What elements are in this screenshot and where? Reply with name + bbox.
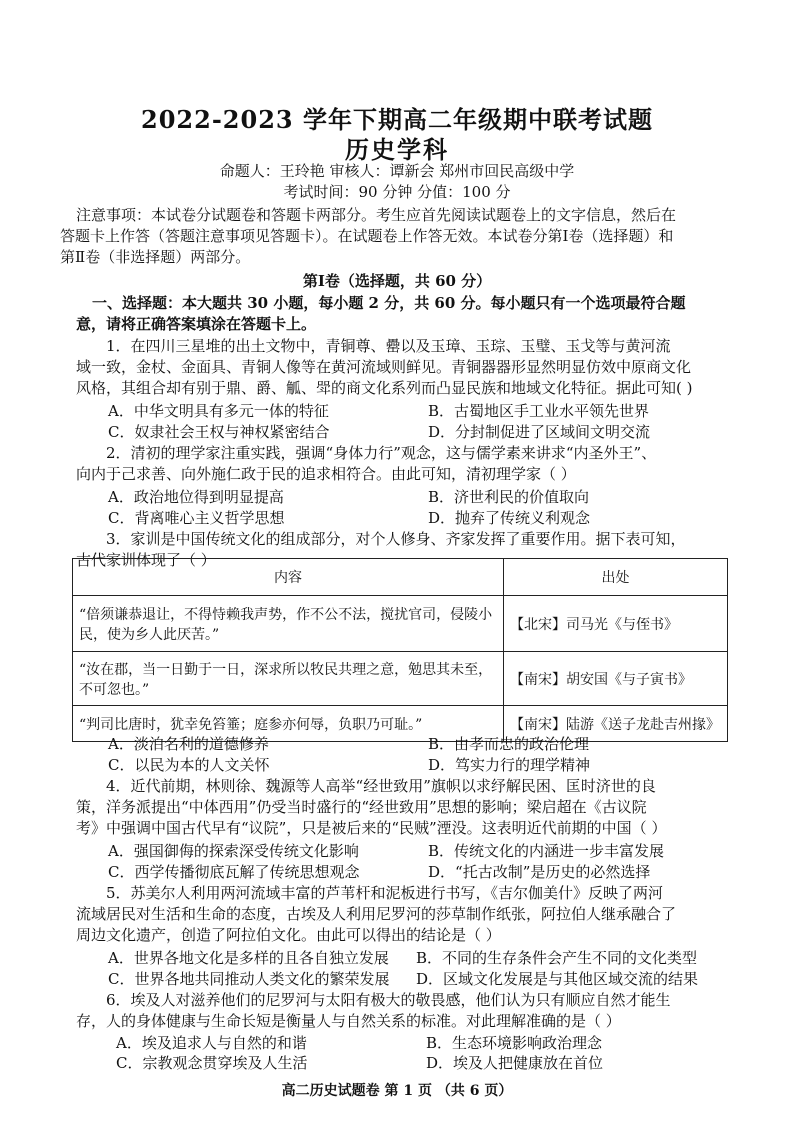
time-score-line: 考试时间：90 分钟 分值：100 分 (283, 183, 511, 201)
table-header-row (73, 559, 728, 596)
q5-option-c: C．世界各地共同推动人类文化的繁荣发展 (108, 970, 390, 988)
exam-title: 2022-2023 学年下期高二年级期中联考试题 (141, 105, 653, 134)
q3-stem-2: 古代家训体现了（ ） (76, 551, 216, 569)
q5-stem-2: 流域居民对生活和生命的态度，古埃及人利用尼罗河的莎草制作纸张，阿拉伯人继承融合了 (76, 905, 677, 923)
table-row (73, 652, 728, 706)
q2-option-a: A．政治地位得到明显提高 (108, 488, 284, 506)
table-header-content: 内容 (73, 559, 504, 596)
q4-option-a: A．强国御侮的探索深受传统文化影响 (108, 842, 359, 860)
q2-stem-1: 2．清初的理学家注重实践，强调“身体力行”观念，这与儒学素来讲求“内圣外王”、 (106, 444, 657, 462)
q2-option-b: B．济世利民的价值取向 (428, 488, 590, 506)
notice-line-2: 答题卡上作答（答题注意事项见答题卡）。在试题卷上作答无效。本试卷分第Ⅰ卷（选择题）和 (60, 227, 674, 245)
author-line: 命题人：王玲艳 审核人：谭新会 郑州市回民高级中学 (219, 162, 575, 180)
q6-stem-2: 存，人的身体健康与生命长短是衡量人与自然关系的标准。对此理解准确的是（ ） (76, 1012, 621, 1030)
q4-option-d: D．“托古改制”是历史的必然选择 (428, 863, 651, 881)
q5-stem-1: 5．苏美尔人利用两河流域丰富的芦苇杆和泥板进行书写，《吉尔伽美什》反映了两河 (106, 884, 664, 902)
table-cell-source: 【南宋】陆游《送子龙赴吉州掾》 (504, 706, 728, 742)
q2-option-d: D．抛弃了传统义利观念 (428, 509, 591, 527)
q1-option-d: D．分封制促进了区域间文明交流 (428, 423, 651, 441)
q1-stem-3: 风格，其组合却有别于鼎、爵、觚、斝的商文化系列而凸显民族和地域文化特征。据此可知( ) (76, 379, 693, 397)
q4-stem-2: 策，洋务派提出“中体西用”仍受当时盛行的“经世致用”思想的影响；梁启超在《古议院 (76, 798, 647, 816)
subject-title: 历史学科 (345, 135, 449, 164)
q2-option-c: C．背离唯心主义哲学思想 (108, 509, 285, 527)
table-cell-source: 【南宋】胡安国《与子寅书》 (504, 652, 728, 706)
table-cell-content: “判司比唐时，犹幸免笞箠；庭参亦何辱，负职乃可耻。” (73, 706, 504, 742)
q1-stem-1: 1．在四川三星堆的出土文物中，青铜尊、罍以及玉璋、玉琮、玉璧、玉戈等与黄河流 (106, 337, 671, 355)
q6-option-b: B．生态环境影响政治理念 (426, 1034, 603, 1052)
q1-option-b: B．古蜀地区手工业水平领先世界 (428, 402, 650, 420)
q6-option-a: A．埃及追求人与自然的和谐 (116, 1034, 307, 1052)
section-instruction-1: 一、选择题：本大题共 30 小题，每小题 2 分，共 60 分。每小题只有一个选项最符合题 (92, 294, 686, 312)
q5-option-d: D．区域文化发展是与其他区域交流的结果 (416, 970, 699, 988)
q5-option-a: A．世界各地文化是多样的且各自独立发展 (108, 949, 389, 967)
q3-option-c: C．以民为本的人文关怀 (108, 756, 270, 774)
q1-stem-2: 域一致，金杖、金面具、青铜人像等在黄河流域则鲜见。青铜器器形显然明显仿效中原商文化 (76, 358, 692, 376)
table-header-source: 出处 (504, 559, 728, 596)
q1-option-c: C．奴隶社会王权与神权紧密结合 (108, 423, 330, 441)
table-cell-content: “汝在郡，当一日勤于一日，深求所以牧民共理之意，勉思其未至，不可忽也。” (73, 652, 504, 706)
q4-stem-1: 4．近代前期，林则徐、魏源等人高举“经世致用”旗帜以求纾解民困、匡时济世的良 (106, 777, 656, 795)
section-heading: 第Ⅰ卷（选择题，共 60 分） (302, 272, 492, 290)
q3-option-d: D．笃实力行的理学精神 (428, 756, 591, 774)
table-cell-source: 【北宋】司马光《与侄书》 (504, 596, 728, 652)
q2-stem-2: 向内于己求善、向外施仁政于民的追求相符合。由此可知，清初理学家（ ） (76, 465, 576, 483)
q4-option-c: C．西学传播彻底瓦解了传统思想观念 (108, 863, 360, 881)
q6-option-c: C．宗教观念贯穿埃及人生活 (116, 1054, 308, 1072)
page-footer: 高二历史试题卷 第 1 页 （共 6 页） (281, 1083, 513, 1099)
q1-option-a: A．中华文明具有多元一体的特征 (108, 402, 329, 420)
q5-stem-3: 周边文化遗产，创造了阿拉伯文化。由此可以得出的结论是（ ） (76, 926, 501, 944)
notice-line-3: 第Ⅱ卷（非选择题）两部分。 (60, 248, 251, 266)
q6-stem-1: 6．埃及人对滋养他们的尼罗河与太阳有极大的敬畏感，他们认为只有顺应自然才能生 (106, 991, 671, 1009)
q5-option-b: B．不同的生存条件会产生不同的文化类型 (416, 949, 698, 967)
q4-option-b: B．传统文化的内涵进一步丰富发展 (428, 842, 665, 860)
q4-stem-3: 考》中强调中国古代早有“议院”，只是被后来的“民贼”湮没。这表明近代前期的中国（ ） (76, 819, 667, 837)
q6-option-d: D．埃及人把健康放在首位 (426, 1054, 604, 1072)
q3-option-b: B．由孝而忠的政治伦理 (428, 735, 590, 753)
q3-stem-1: 3．家训是中国传统文化的组成部分，对个人修身、齐家发挥了重要作用。据下表可知， (106, 530, 686, 548)
notice-line-1: 注意事项：本试卷分试题卷和答题卡两部分。考生应首先阅读试题卷上的文字信息，然后在 (76, 206, 677, 224)
q3-table (72, 558, 728, 742)
section-instruction-2: 意，请将正确答案填涂在答题卡上。 (76, 315, 317, 333)
q3-option-a: A．淡泊名利的道德修养 (108, 735, 269, 753)
table-row (73, 596, 728, 652)
table-cell-content: “倍须谦恭退让，不得恃赖我声势，作不公不法，搅扰官司，侵陵小民，使为乡人此厌苦。” (73, 596, 504, 652)
